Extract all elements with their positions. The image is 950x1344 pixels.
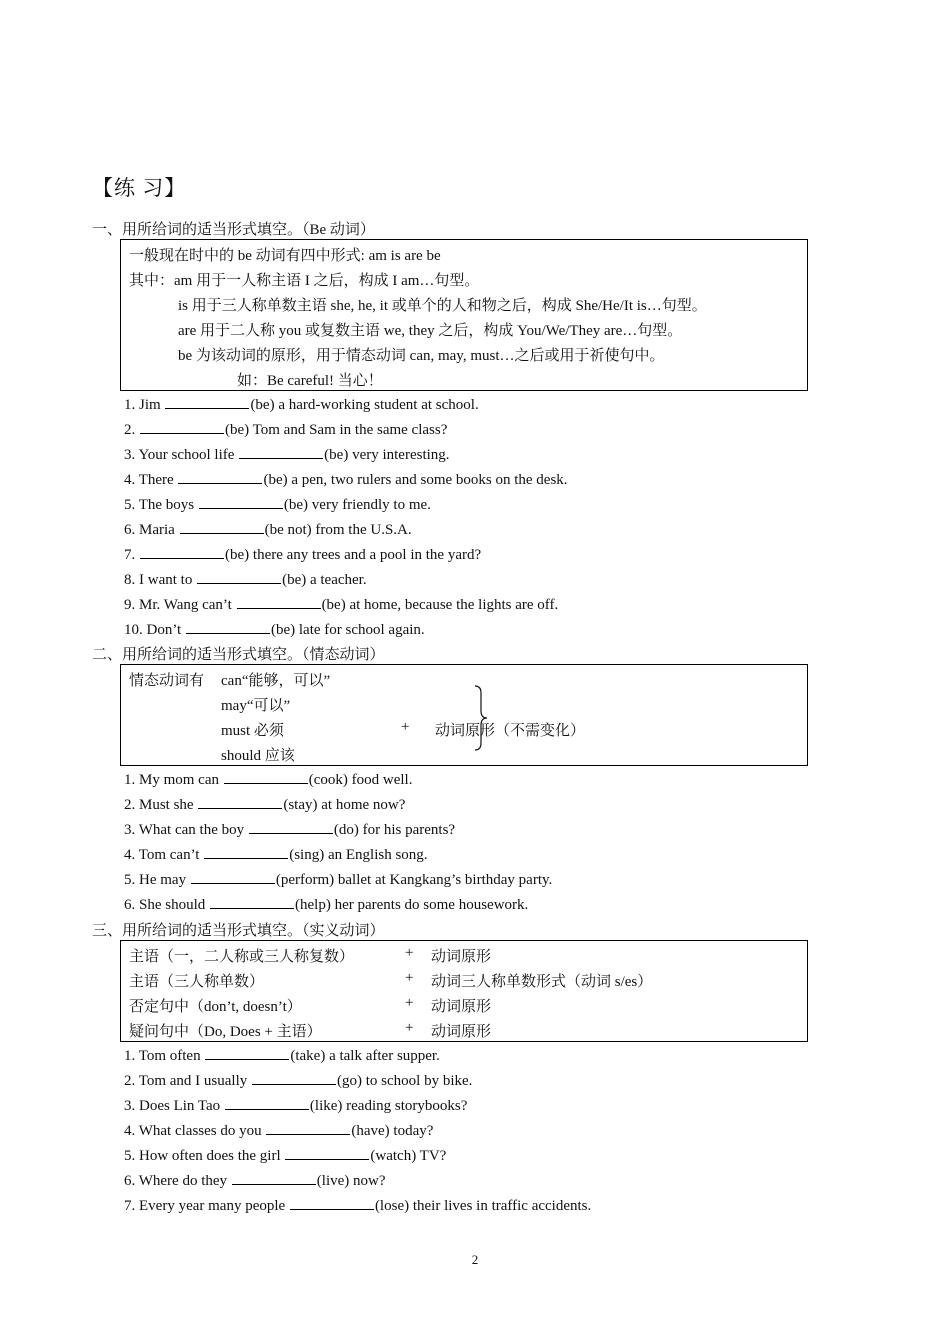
plus-sign: +	[405, 945, 414, 961]
rule-line: is 用于三人称单数主语 she, he, it 或单个的人和物之后，构成 She/He/It is…句型。	[178, 298, 707, 314]
question-item: 5. The boys (be) very friendly to me.	[124, 497, 431, 513]
answer-blank[interactable]	[224, 770, 308, 784]
answer-blank[interactable]	[249, 820, 333, 834]
question-item: 10. Don’t (be) late for school again.	[124, 622, 425, 638]
rule-right: 动词原形	[431, 1024, 492, 1040]
plus-sign: +	[405, 970, 414, 986]
question-item: 7. Every year many people (lose) their lives in traffic accidents.	[124, 1198, 592, 1214]
answer-blank[interactable]	[191, 870, 275, 884]
section-2-heading: 二、用所给词的适当形式填空。（情态动词）	[92, 647, 385, 663]
question-item: 2. Tom and I usually (go) to school by bike.	[124, 1073, 473, 1089]
plus-sign: +	[401, 719, 410, 735]
answer-blank[interactable]	[140, 545, 224, 559]
question-item: 4. Tom can’t (sing) an English song.	[124, 847, 428, 863]
question-item: 2. (be) Tom and Sam in the same class?	[124, 422, 448, 438]
main-verb-rule-box	[120, 940, 808, 1042]
question-item: 9. Mr. Wang can’t (be) at home, because the lights are off.	[124, 597, 559, 613]
answer-blank[interactable]	[225, 1096, 309, 1110]
question-item: 6. Maria (be not) from the U.S.A.	[124, 522, 412, 538]
modal-must: must 必须	[221, 723, 284, 739]
answer-blank[interactable]	[204, 845, 288, 859]
section-1-heading: 一、用所给词的适当形式填空。（Be 动词）	[92, 222, 375, 238]
modal-result: 动词原形（不需变化）	[435, 723, 586, 739]
rule-right: 动词三人称单数形式（动词 s/es）	[431, 974, 653, 990]
modal-verb-rule-box	[120, 664, 808, 766]
rule-right: 动词原形	[431, 949, 492, 965]
rule-example: 如：Be careful! 当心！	[237, 373, 383, 389]
rule-left: 否定句中（don’t, doesn’t）	[129, 999, 302, 1015]
modal-can: can“能够，可以”	[221, 673, 331, 689]
modal-intro: 情态动词有	[129, 673, 205, 689]
answer-blank[interactable]	[252, 1071, 336, 1085]
answer-blank[interactable]	[232, 1171, 316, 1185]
question-item: 3. Your school life (be) very interesting.	[124, 447, 450, 463]
question-item: 7. (be) there any trees and a pool in the yard?	[124, 547, 482, 563]
question-item: 1. Tom often (take) a talk after supper.	[124, 1048, 440, 1064]
answer-blank[interactable]	[197, 570, 281, 584]
be-verb-rule-box	[120, 239, 808, 391]
question-item: 3. What can the boy (do) for his parents?	[124, 822, 456, 838]
answer-blank[interactable]	[199, 495, 283, 509]
answer-blank[interactable]	[178, 470, 262, 484]
answer-blank[interactable]	[186, 620, 270, 634]
answer-blank[interactable]	[210, 895, 294, 909]
rule-left: 主语（一，二人称或三人称复数）	[129, 949, 355, 965]
question-item: 4. There (be) a pen, two rulers and some books on the desk.	[124, 472, 568, 488]
exercise-title: 【练 习】	[92, 176, 187, 200]
section-3-heading: 三、用所给词的适当形式填空。（实义动词）	[92, 923, 385, 939]
rule-left: 疑问句中（Do, Does + 主语）	[129, 1024, 322, 1040]
question-item: 1. My mom can (cook) food well.	[124, 772, 413, 788]
rule-line: 其中：am 用于一人称主语 I 之后，构成 I am…句型。	[129, 273, 480, 289]
answer-blank[interactable]	[140, 420, 224, 434]
question-item: 3. Does Lin Tao (like) reading storybooks?	[124, 1098, 468, 1114]
question-item: 8. I want to (be) a teacher.	[124, 572, 367, 588]
question-item: 2. Must she (stay) at home now?	[124, 797, 406, 813]
question-item: 1. Jim (be) a hard-working student at school.	[124, 397, 479, 413]
modal-may: may“可以”	[221, 698, 291, 714]
question-item: 4. What classes do you (have) today?	[124, 1123, 434, 1139]
plus-sign: +	[405, 995, 414, 1011]
answer-blank[interactable]	[285, 1146, 369, 1160]
rule-line: be 为该动词的原形，用于情态动词 can, may, must…之后或用于祈使句中。	[178, 348, 665, 364]
answer-blank[interactable]	[239, 445, 323, 459]
rule-left: 主语（三人称单数）	[129, 974, 265, 990]
question-item: 5. How often does the girl (watch) TV?	[124, 1148, 447, 1164]
answer-blank[interactable]	[198, 795, 282, 809]
answer-blank[interactable]	[180, 520, 264, 534]
modal-should: should 应该	[221, 748, 295, 764]
rule-right: 动词原形	[431, 999, 492, 1015]
answer-blank[interactable]	[205, 1046, 289, 1060]
question-item: 6. Where do they (live) now?	[124, 1173, 386, 1189]
rule-line: 一般现在时中的 be 动词有四中形式: am is are be	[129, 248, 441, 264]
answer-blank[interactable]	[290, 1196, 374, 1210]
page-number: 2	[471, 1252, 479, 1267]
answer-blank[interactable]	[165, 395, 249, 409]
plus-sign: +	[405, 1020, 414, 1036]
right-brace-icon	[473, 685, 489, 751]
question-item: 5. He may (perform) ballet at Kangkang’s birthday party.	[124, 872, 553, 888]
answer-blank[interactable]	[266, 1121, 350, 1135]
answer-blank[interactable]	[237, 595, 321, 609]
question-item: 6. She should (help) her parents do some housework.	[124, 897, 529, 913]
rule-line: are 用于二人称 you 或复数主语 we, they 之后，构成 You/We/They are…句型。	[178, 323, 683, 339]
